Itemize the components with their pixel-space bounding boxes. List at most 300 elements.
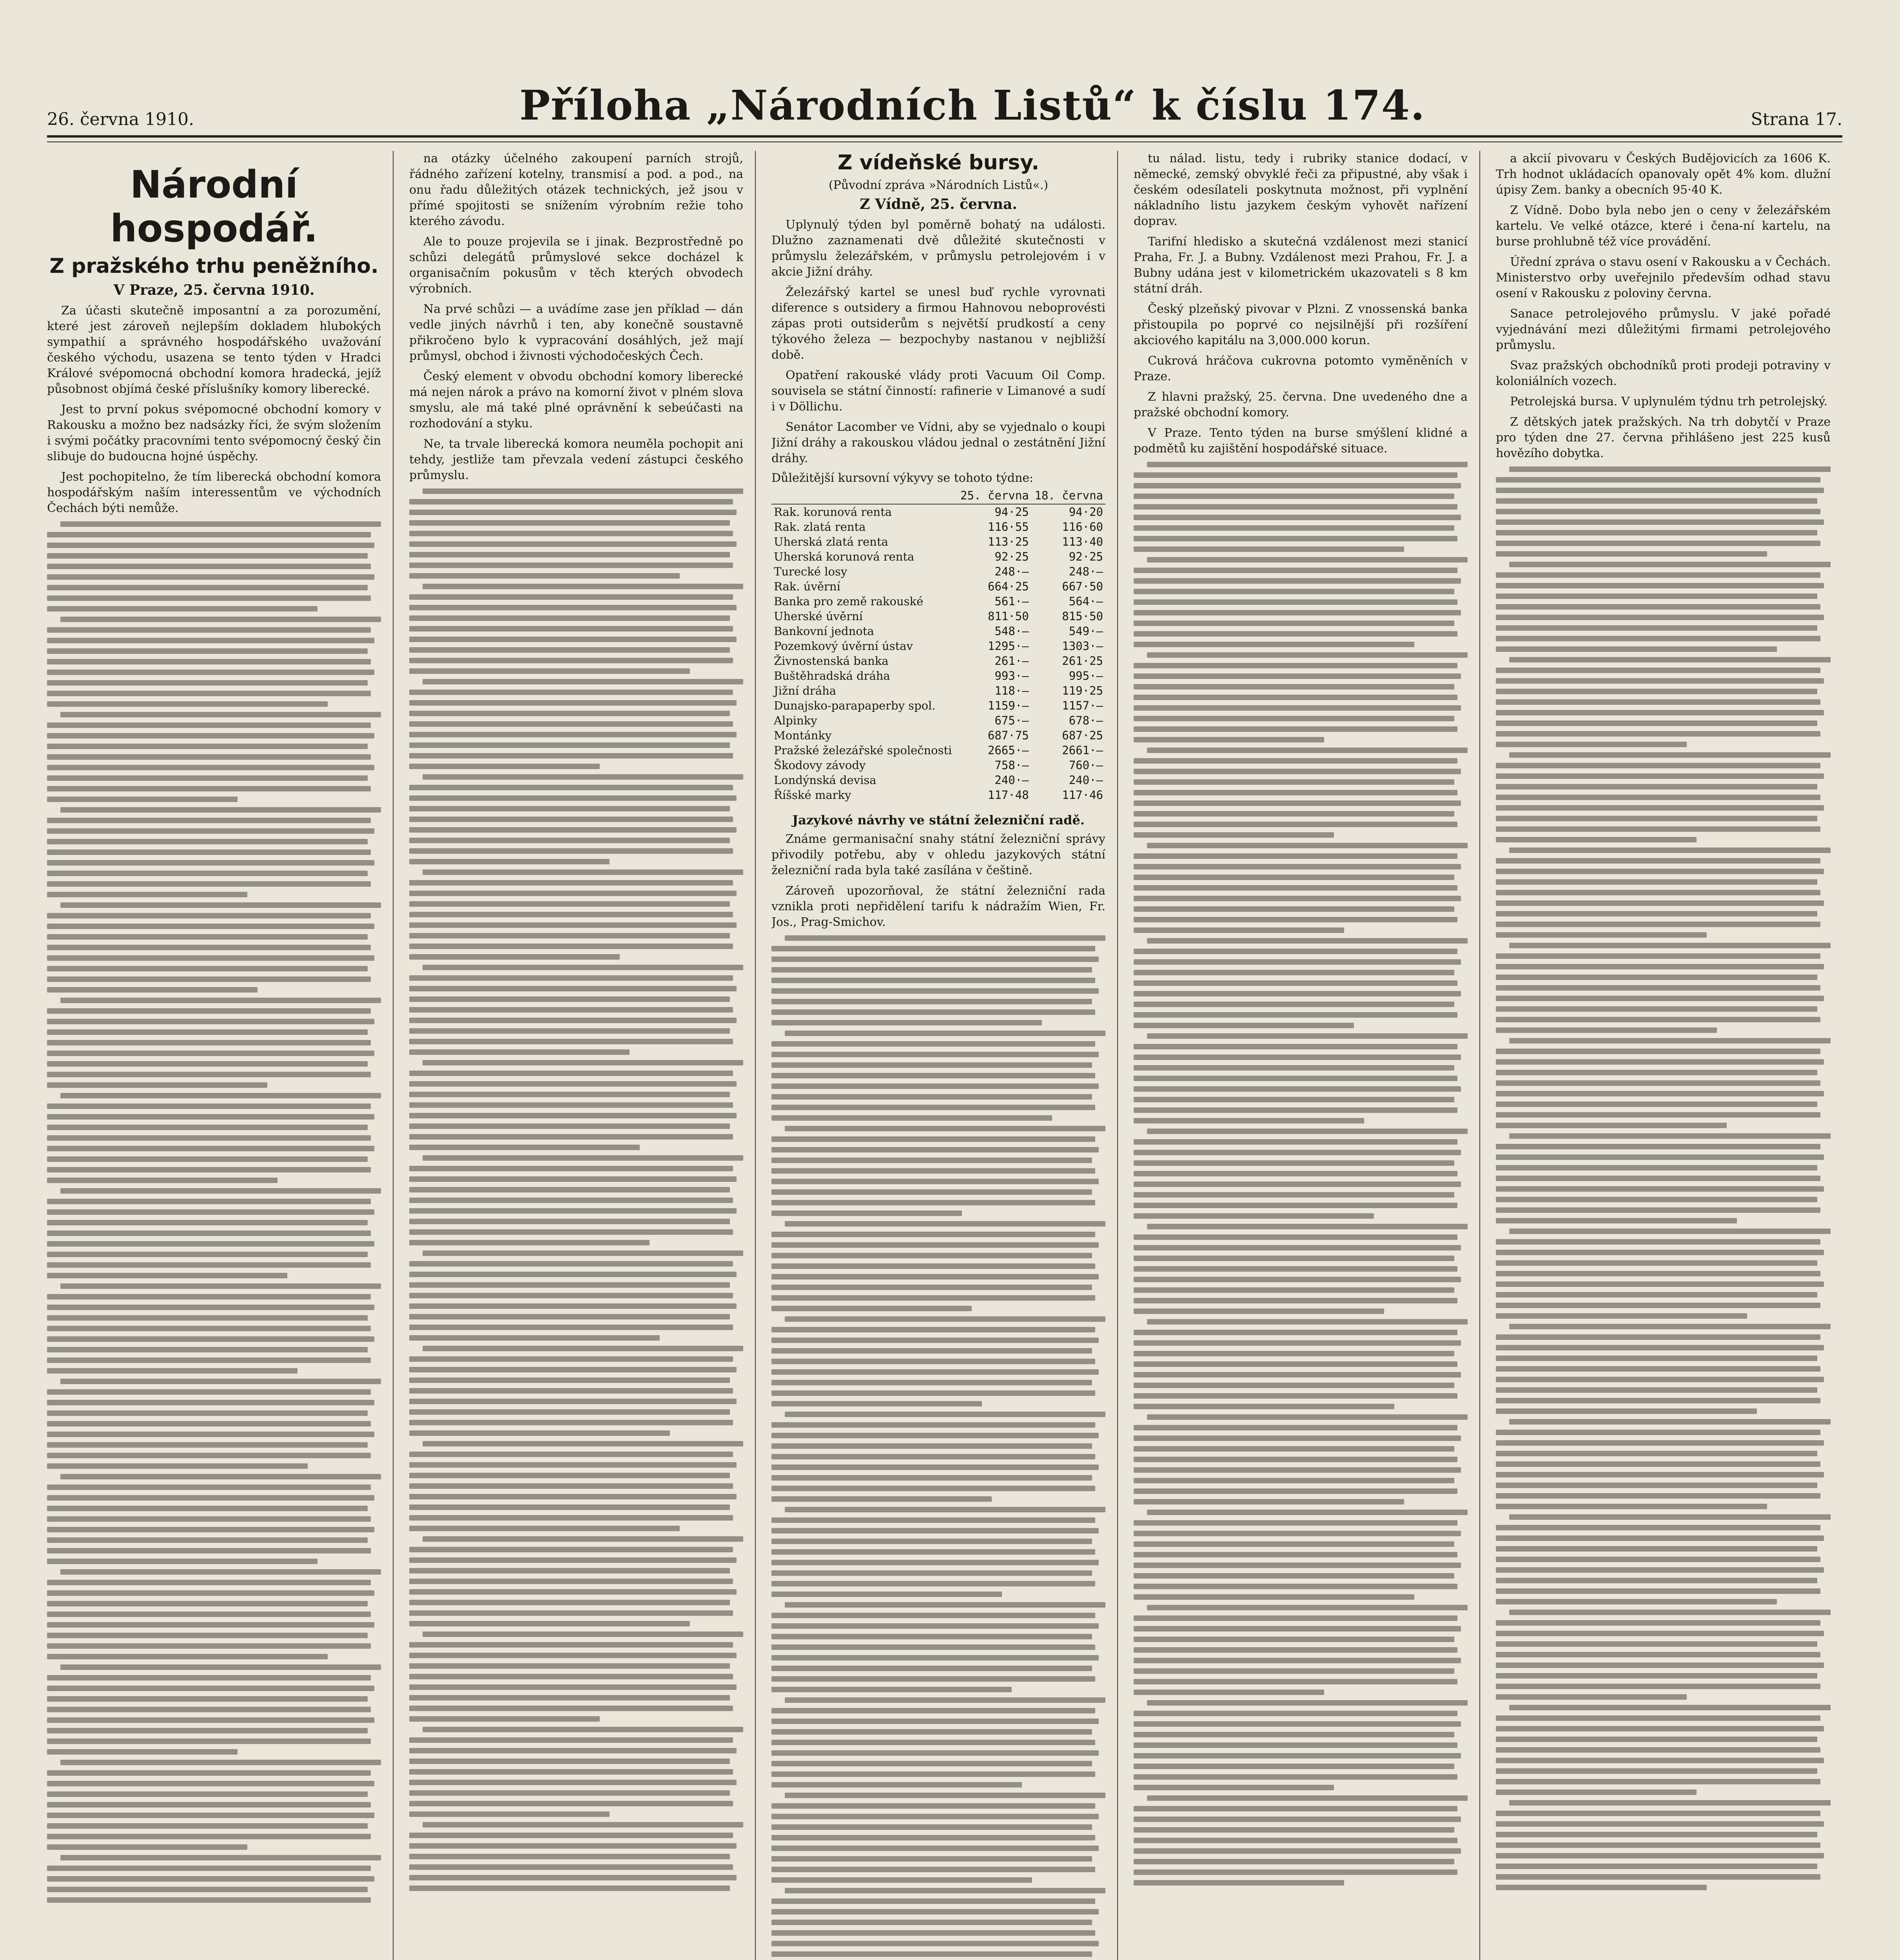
illegible-text-line (771, 1359, 1095, 1364)
table-row (771, 788, 1105, 802)
illegible-text-line (1496, 784, 1817, 789)
quote-value: 248·— (1069, 565, 1103, 578)
illegible-text-line (1134, 927, 1344, 933)
illegible-text-line (47, 1633, 368, 1638)
illegible-text-line (771, 1189, 1092, 1195)
illegible-text-line (1134, 1425, 1457, 1430)
illegible-text-line (1134, 896, 1461, 901)
illegible-text-line (1134, 1774, 1457, 1780)
illegible-text-line (423, 1250, 743, 1256)
illegible-text-line (1134, 1869, 1457, 1875)
illegible-text-line (47, 1082, 267, 1088)
illegible-text-line (47, 1612, 371, 1617)
illegible-text-line (47, 532, 371, 537)
illegible-text-line (771, 1846, 1099, 1851)
illegible-text-line (47, 1791, 368, 1797)
article-paragraph: Na prvé schůzi — a uvádíme zase jen příklad — dán vedle jiných návrhů i ten, aby konečně soustavně přikročeno bylo k vypracování dosáhlých, jež mají průmysl, obchod i živnosti východočeských Čech. (409, 302, 743, 363)
masthead-rule (47, 135, 1842, 142)
illegible-text-line (47, 595, 371, 601)
illegible-text-line (1147, 938, 1468, 944)
illegible-text-line (1496, 1144, 1820, 1149)
illegible-text-line (409, 753, 733, 759)
security-name: Bankovní jednota (774, 624, 874, 638)
table-row (771, 713, 1105, 728)
illegible-text-line (771, 1856, 1092, 1862)
illegible-text-line (1134, 1637, 1454, 1642)
illegible-text-line (409, 1123, 730, 1129)
illegible-text-line (771, 1422, 1095, 1428)
illegible-text-line (1147, 1224, 1468, 1229)
article-paragraph: Jest to první pokus svépomocné obchodní komory v Rakousku a možno bez nadsázky říci, že svým složením i svými počátky pracovními tento svépomocný český čin slibuje do budoucna hojné úspěchy. (47, 403, 381, 463)
illegible-text-line (1496, 1588, 1820, 1594)
article-paragraph: Senátor Lacomber ve Vídni, aby se vyjednalo o koupi Jižní dráhy a rakouskou vládou jednal o zestátnění Jižní dráhy. (771, 420, 1105, 465)
illegible-text-line (47, 1675, 371, 1681)
table-row (771, 564, 1105, 579)
illegible-text-line (409, 1653, 737, 1658)
illegible-text-line (47, 1717, 374, 1723)
illegible-text-line (771, 1867, 1095, 1872)
illegible-text-line (47, 913, 371, 918)
illegible-text-line (1134, 1361, 1457, 1367)
illegible-text-line (409, 1303, 737, 1309)
illegible-text-line (409, 647, 730, 653)
illegible-text-line (1496, 1811, 1820, 1816)
table-row (771, 579, 1105, 594)
illegible-text-line (60, 1283, 381, 1289)
illegible-text-line (409, 1039, 733, 1044)
illegible-text-line (1147, 1033, 1468, 1039)
illegible-text-line (1496, 996, 1824, 1001)
article-paragraph: Petrolejská bursa. V uplynulém týdnu trh petrolejský. (1510, 395, 1827, 408)
quote-value: 1157·— (1062, 699, 1103, 712)
illegible-text-line (47, 1887, 368, 1892)
illegible-text-line (47, 1813, 374, 1818)
illegible-text-line (1496, 1197, 1817, 1202)
illegible-text-line (47, 1273, 287, 1278)
illegible-text-line (771, 1539, 1092, 1544)
illegible-text-line (409, 1325, 733, 1330)
illegible-text-line (47, 585, 368, 590)
illegible-text-line (409, 742, 730, 748)
table-row (771, 653, 1105, 668)
illegible-text-line (771, 1719, 1099, 1724)
illegible-text-line (409, 1282, 730, 1288)
illegible-text-line (409, 1314, 730, 1319)
illegible-text-line (409, 838, 730, 843)
illegible-text-line (1134, 1457, 1457, 1462)
illegible-text-line (47, 1897, 371, 1903)
illegible-text-line (785, 1031, 1105, 1036)
illegible-text-line (1496, 636, 1820, 641)
illegible-text-line (1496, 593, 1817, 599)
illegible-text-line (409, 859, 610, 864)
security-name: Pražské železářské společnosti (774, 744, 952, 757)
illegible-text-line (771, 978, 1095, 983)
illegible-text-line (771, 1824, 1092, 1830)
illegible-text-line (1496, 689, 1817, 694)
illegible-text-line (1134, 1626, 1461, 1632)
illegible-text-line (1134, 1118, 1364, 1123)
illegible-text-line (1134, 1266, 1457, 1272)
illegible-text-line (1134, 1192, 1454, 1198)
article-paragraph: Český plzeňský pivovar v Plzni. Z vnossenská banka přistoupila po poprvé co nejsilnější při rozšíření akciového kapitálu na 3,000.000 korun. (1134, 302, 1468, 347)
illegible-text-line (47, 1654, 328, 1659)
illegible-text-line (1496, 985, 1820, 991)
illegible-text-line (771, 1232, 1095, 1237)
illegible-text-line (1147, 843, 1468, 848)
quote-value: 261·— (994, 654, 1029, 668)
section-heading: Národní hospodář. (110, 163, 318, 250)
illegible-text-line (409, 1113, 737, 1118)
illegible-text-line (1496, 879, 1817, 885)
illegible-text-line (771, 1496, 992, 1502)
illegible-text-line (409, 1769, 733, 1775)
illegible-text-line (785, 1507, 1105, 1512)
illegible-text-line (47, 786, 371, 791)
illegible-text-line (1147, 748, 1468, 753)
illegible-text-line (409, 1399, 737, 1404)
illegible-text-line (1134, 1531, 1461, 1536)
illegible-text-line (1496, 604, 1820, 610)
illegible-text-line (1496, 1123, 1727, 1128)
article-paragraph: Z hlavni pražský, 25. června. Dne uvedeného dne a pražské obchodní komory. (1134, 390, 1468, 419)
column-2 (409, 151, 756, 1960)
security-name: Říšské marky (774, 788, 851, 802)
illegible-text-line (771, 1517, 1095, 1523)
illegible-text-line (1496, 964, 1824, 969)
illegible-text-line (423, 1346, 743, 1351)
illegible-text-line (409, 1166, 733, 1171)
illegible-text-line (47, 1834, 371, 1839)
illegible-text-line (60, 1093, 381, 1098)
illegible-text-line (771, 1761, 1092, 1766)
illegible-text-line (1134, 1742, 1457, 1748)
security-name: Pozemkový úvěrní ústav (774, 639, 913, 653)
illegible-text-line (423, 1441, 743, 1446)
illegible-text-line (1134, 1171, 1457, 1176)
illegible-text-line (47, 934, 368, 940)
table-caption: Důležitější kursovní výkyvy se tohoto týdne: (771, 471, 1034, 485)
illegible-text-line (771, 1443, 1092, 1449)
illegible-text-line (1134, 1446, 1454, 1452)
illegible-text-line (1134, 1711, 1457, 1716)
illegible-text-line (1134, 621, 1454, 626)
column-4 (1134, 151, 1480, 1960)
illegible-text-line (409, 1610, 733, 1616)
illegible-text-line (1496, 858, 1820, 864)
illegible-text-line (1496, 615, 1824, 620)
illegible-text-line (771, 1560, 1099, 1565)
illegible-text-line (409, 1843, 737, 1849)
illegible-text-line (409, 1102, 733, 1108)
illegible-text-line (409, 1187, 730, 1192)
illegible-text-line (1134, 864, 1461, 869)
quote-value: 92·25 (994, 550, 1029, 563)
illegible-text-line (771, 1454, 1095, 1459)
illegible-text-line (1496, 646, 1777, 652)
illegible-text-line (47, 659, 371, 664)
illegible-text-line (1509, 943, 1831, 948)
quote-value: 113·40 (1062, 535, 1103, 548)
illegible-text-line (60, 1664, 381, 1670)
text-block-filler (1496, 466, 1831, 1890)
illegible-text-line (60, 1855, 381, 1860)
illegible-text-line (1496, 1165, 1817, 1171)
illegible-text-line (785, 1697, 1105, 1703)
illegible-text-line (1134, 1467, 1461, 1473)
illegible-text-line (1134, 483, 1461, 488)
text-block-filler (771, 935, 1105, 1960)
illegible-text-line (1134, 1404, 1394, 1409)
illegible-text-line (47, 1707, 371, 1712)
illegible-text-line (1496, 1726, 1824, 1731)
illegible-text-line (1134, 1880, 1344, 1886)
illegible-text-line (1134, 1107, 1457, 1113)
illegible-text-line (1496, 1461, 1820, 1467)
illegible-text-line (47, 1072, 371, 1077)
illegible-text-line (1496, 1652, 1820, 1657)
illegible-text-line (60, 998, 381, 1003)
illegible-text-line (771, 1803, 1095, 1809)
illegible-text-line (1509, 562, 1831, 567)
illegible-text-line (1134, 1086, 1461, 1092)
issue-date: 26. června 1910. (47, 109, 194, 129)
illegible-text-line (771, 1771, 1095, 1777)
illegible-text-line (1134, 1330, 1457, 1335)
article-paragraph: Tarifní hledisko a skutečná vzdálenost mezi stanicí Praha, Fr. J. a Bubny. Vzdálenost mezi Prahou, Fr. J. a Bubny udána jest v kilometrickém ukazovateli s 8 km státní dráh. (1134, 235, 1468, 296)
illegible-text-line (785, 935, 1105, 941)
illegible-text-line (47, 701, 328, 707)
illegible-text-line (409, 1420, 733, 1425)
quote-value: 811·50 (987, 610, 1029, 623)
illegible-text-line (409, 1272, 737, 1277)
illegible-text-line (1134, 1002, 1454, 1007)
illegible-text-line (409, 721, 733, 727)
illegible-text-line (409, 1833, 733, 1838)
illegible-text-line (771, 1475, 1092, 1481)
illegible-text-line (1496, 572, 1820, 578)
table-row (771, 683, 1105, 698)
illegible-text-line (771, 1052, 1099, 1057)
quote-value: 667·50 (1062, 580, 1103, 593)
illegible-text-line (1134, 1478, 1454, 1483)
illegible-text-line (1134, 980, 1457, 986)
illegible-text-line (1496, 1567, 1824, 1573)
illegible-text-line (1509, 466, 1831, 472)
security-name: Banka pro země rakouské (774, 595, 924, 608)
table-body (771, 504, 1105, 802)
illegible-text-line (1134, 663, 1457, 668)
illegible-text-line (409, 1452, 733, 1457)
illegible-text-line (771, 1348, 1092, 1354)
illegible-text-line (47, 606, 318, 612)
illegible-text-line (1496, 1006, 1817, 1012)
illegible-text-line (1496, 1483, 1817, 1488)
security-name: Turecké losy (774, 565, 847, 578)
illegible-text-line (1496, 509, 1820, 514)
illegible-text-line (1496, 890, 1820, 895)
illegible-text-line (1134, 917, 1457, 922)
masthead (47, 82, 1842, 129)
illegible-text-line (1496, 625, 1817, 631)
illegible-text-line (771, 1073, 1095, 1078)
illegible-text-line (1134, 1150, 1461, 1155)
illegible-text-line (409, 563, 733, 568)
illegible-text-line (47, 543, 374, 548)
illegible-text-line (1496, 773, 1824, 779)
illegible-text-line (1496, 488, 1824, 493)
illegible-text-line (409, 1409, 730, 1415)
illegible-text-line (1509, 657, 1831, 662)
illegible-text-line (771, 1285, 1092, 1290)
illegible-text-line (1496, 1102, 1817, 1107)
illegible-text-line (409, 764, 600, 769)
table-row (771, 698, 1105, 713)
illegible-text-line (47, 1368, 298, 1374)
illegible-text-line (409, 1483, 733, 1489)
illegible-text-line (423, 869, 743, 875)
illegible-text-line (771, 1147, 1099, 1152)
illegible-text-line (47, 1781, 374, 1786)
article-paragraph: Český element v obvodu obchodní komory liberecké má nejen nárok a právo na komorní život v plném slova smyslu, ale má také plné oprávnění k sebeúčasti na rozhodování a styku. (409, 370, 743, 430)
illegible-text-line (1134, 1351, 1454, 1356)
illegible-text-line (409, 1811, 610, 1817)
illegible-text-line (47, 1410, 368, 1416)
illegible-text-line (1134, 949, 1457, 954)
illegible-text-line (409, 933, 730, 938)
illegible-text-line (409, 1864, 733, 1870)
security-name: Uherská zlatá renta (774, 535, 888, 548)
illegible-text-line (1134, 1827, 1454, 1833)
quote-value: 118·— (994, 684, 1029, 697)
illegible-text-line (1496, 1504, 1767, 1509)
illegible-text-line (1134, 811, 1454, 817)
illegible-text-line (409, 1134, 733, 1140)
illegible-text-line (1496, 742, 1687, 747)
illegible-text-line (771, 1263, 1095, 1269)
illegible-text-line (1496, 1186, 1824, 1192)
illegible-text-line (47, 691, 371, 696)
illegible-text-line (47, 1527, 374, 1532)
illegible-text-line (47, 797, 238, 802)
illegible-text-line (409, 880, 733, 886)
illegible-text-line (771, 967, 1092, 973)
illegible-text-line (1496, 1864, 1817, 1869)
illegible-text-line (1134, 875, 1454, 880)
illegible-text-line (1496, 541, 1820, 546)
illegible-text-line (771, 1380, 1092, 1385)
illegible-text-line (47, 1537, 368, 1543)
illegible-text-line (47, 1209, 374, 1215)
illegible-text-line (47, 1146, 374, 1151)
quote-value: 687·25 (1062, 729, 1103, 742)
illegible-text-line (1496, 1662, 1824, 1668)
illegible-text-line (409, 1198, 733, 1203)
illegible-text-line (1496, 1557, 1820, 1562)
illegible-text-line (1496, 1620, 1820, 1626)
illegible-text-line (1496, 1049, 1820, 1054)
illegible-text-line (47, 1029, 368, 1035)
illegible-text-line (1509, 1324, 1831, 1329)
illegible-text-line (1134, 1552, 1457, 1557)
illegible-text-line (409, 573, 680, 579)
security-name: Uherské úvěrní (774, 610, 863, 623)
illegible-text-line (409, 626, 733, 632)
illegible-text-line (1509, 1419, 1831, 1425)
text-block-filler (1134, 462, 1468, 1886)
table-row (771, 668, 1105, 683)
illegible-text-line (1134, 800, 1461, 806)
illegible-text-line (771, 1486, 1095, 1491)
illegible-text-line (771, 1634, 1092, 1639)
illegible-text-line (1496, 1430, 1820, 1435)
illegible-text-line (1496, 1059, 1824, 1065)
illegible-text-line (1134, 684, 1454, 690)
illegible-text-line (1496, 869, 1824, 874)
illegible-text-line (1496, 1387, 1817, 1393)
illegible-text-line (409, 975, 733, 981)
table-row (771, 594, 1105, 609)
article-paragraph: a akcií pivovaru v Českých Budějovicích za 1606 K. Trh hodnot ukládacích opanovaly opět 4% kom. dlužní úpisy Zem. banky a obecních 95·40 K. (1496, 152, 1831, 197)
illegible-text-line (47, 574, 374, 580)
quote-value: 94·25 (994, 505, 1029, 519)
illegible-text-line (1134, 1076, 1457, 1081)
illegible-text-line (47, 1442, 368, 1448)
illegible-text-line (1496, 551, 1767, 557)
illegible-text-line (771, 1941, 1099, 1946)
illegible-text-line (409, 1504, 730, 1510)
table-row (771, 504, 1105, 519)
illegible-text-line (47, 976, 371, 982)
illegible-text-line (423, 679, 743, 684)
illegible-text-line (771, 1549, 1095, 1555)
table-row (771, 728, 1105, 743)
illegible-text-line (409, 1028, 730, 1034)
illegible-text-line (47, 1294, 371, 1299)
illegible-text-line (771, 988, 1099, 994)
article-paragraph: tu nálad. listu, tedy i rubriky stanice dodací, v německé, zemský obvyklé řeči za připustné, aby však i českém odesílateli poskytnuta možnost, při vyplnění nákladního listu jazykem českým vyhovět nařízení doprav. (1134, 152, 1468, 228)
illegible-text-line (47, 1400, 374, 1405)
illegible-text-line (771, 1951, 1092, 1957)
quote-value: 117·48 (987, 788, 1029, 802)
illegible-text-line (1134, 832, 1334, 838)
illegible-text-line (1496, 1758, 1824, 1763)
quote-value: 119·25 (1062, 684, 1103, 697)
table-row (771, 549, 1105, 564)
illegible-text-line (1496, 1832, 1817, 1837)
illegible-text-line (771, 1750, 1099, 1756)
illegible-text-line (47, 828, 374, 834)
illegible-text-line (1134, 769, 1461, 774)
illegible-text-line (1134, 1256, 1454, 1261)
table-header-cell: 25. června (957, 487, 1031, 504)
illegible-text-line (409, 1145, 640, 1150)
security-name: Jižní dráha (774, 684, 837, 697)
section-subheading: Jazykové návrhy ve státní železniční radě. (792, 813, 1085, 828)
illegible-text-line (409, 1737, 733, 1743)
illegible-text-line (785, 1316, 1105, 1322)
illegible-text-line (409, 1049, 630, 1055)
illegible-text-line (47, 670, 374, 675)
illegible-text-line (1134, 705, 1461, 711)
illegible-text-line (1147, 1700, 1468, 1706)
illegible-text-line (1496, 530, 1817, 535)
illegible-text-line (1496, 1281, 1824, 1287)
illegible-text-line (1496, 1768, 1817, 1774)
illegible-text-line (47, 1135, 371, 1141)
illegible-text-line (1134, 1393, 1457, 1399)
illegible-text-line (409, 817, 733, 822)
